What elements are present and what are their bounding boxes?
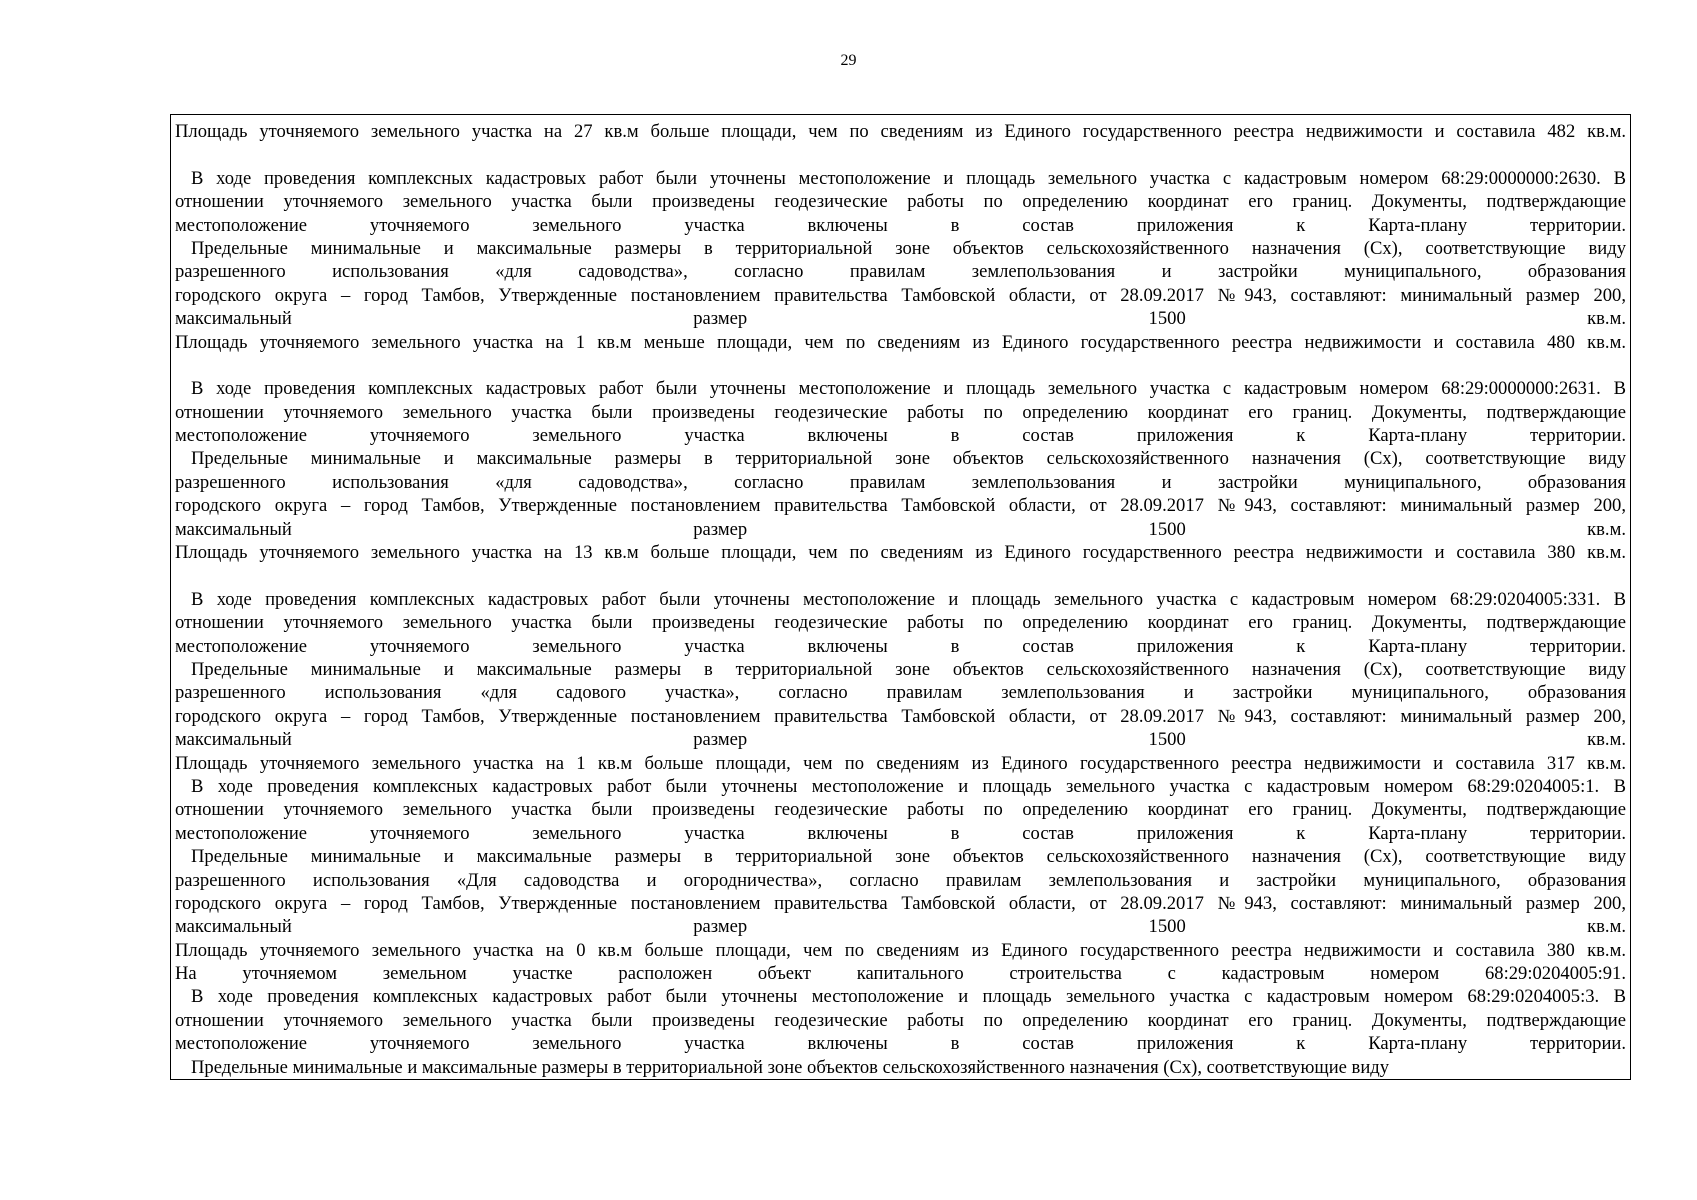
text-line: В ходе проведения комплексных кадастровых работ были уточнены местоположение и площадь земельного участка с кадастровым номером 68:29:0000000:2630. В [191, 167, 1626, 189]
text-line: разрешенного использования «для садоводства», согласно правилам землепользования и застройки муниципального, образования [175, 471, 1626, 493]
text-line: В ходе проведения комплексных кадастровых работ были уточнены местоположение и площадь земельного участка с кадастровым номером 68:29:0204005:3. В [191, 986, 1626, 1008]
text-line: Предельные минимальные и максимальные размеры в территориальной зоне объектов сельскохозяйственного назначения (Сх), соответствующие виду [191, 1056, 1390, 1078]
text-line: максимальный размер 1500 кв.м. [175, 308, 1626, 330]
text-line: Предельные минимальные и максимальные размеры в территориальной зоне объектов сельскохозяйственного назначения (Сх), соответствующие виду [191, 237, 1626, 259]
text-line: разрешенного использования «Для садоводства и огородничества», согласно правилам землепользования и застройки муниципального, образования [175, 869, 1626, 891]
text-line: городского округа – город Тамбов, Утвержденные постановлением правительства Тамбовской области, от 28.09.2017 №943, составляют: минимальный размер 200, [175, 284, 1626, 306]
blank-line [175, 564, 1626, 587]
text-line: разрешенного использования «для садоводства», согласно правилам землепользования и застройки муниципального, образования [175, 261, 1626, 283]
text-frame [170, 114, 1631, 1080]
text-line: В ходе проведения комплексных кадастровых работ были уточнены местоположение и площадь земельного участка с кадастровым номером 68:29:0204005:331. В [191, 588, 1626, 610]
text-line: местоположение уточняемого земельного участка включены в состав приложения к Карта-плану территории. [175, 822, 1626, 844]
text-line: местоположение уточняемого земельного участка включены в состав приложения к Карта-плану территории. [175, 214, 1626, 236]
text-line: местоположение уточняемого земельного участка включены в состав приложения к Карта-плану территории. [175, 1033, 1626, 1055]
text-line: Предельные минимальные и максимальные размеры в территориальной зоне объектов сельскохозяйственного назначения (Сх), соответствующие виду [191, 658, 1626, 680]
text-line: В ходе проведения комплексных кадастровых работ были уточнены местоположение и площадь земельного участка с кадастровым номером 68:29:0000000:2631. В [191, 378, 1626, 400]
text-line: отношении уточняемого земельного участка были произведены геодезические работы по определению координат его границ. Документы, подтверждающие [175, 401, 1626, 423]
text-line: Площадь уточняемого земельного участка на 0 кв.м больше площади, чем по сведениям из Единого государственного реестра недвижимости и составила 380 кв.м. [175, 939, 1626, 961]
text-line: Площадь уточняемого земельного участка на 27 кв.м больше площади, чем по сведениям из Единого государственного реестра недвижимости и составила 482 кв.м. [175, 121, 1626, 142]
text-line: максимальный размер 1500 кв.м. [175, 729, 1626, 751]
blank-line [175, 143, 1626, 166]
page-number: 29 [840, 52, 857, 69]
text-line: отношении уточняемого земельного участка были произведены геодезические работы по определению координат его границ. Документы, подтверждающие [175, 799, 1626, 821]
text-line: местоположение уточняемого земельного участка включены в состав приложения к Карта-плану территории. [175, 425, 1626, 447]
text-line: местоположение уточняемого земельного участка включены в состав приложения к Карта-плану территории. [175, 635, 1626, 657]
text-line: На уточняемом земельном участке расположен объект капитального строительства с кадастровым номером 68:29:0204005:91. [175, 963, 1626, 985]
text-line: максимальный размер 1500 кв.м. [175, 518, 1626, 540]
text-line: Площадь уточняемого земельного участка на 1 кв.м больше площади, чем по сведениям из Единого государственного реестра недвижимости и составила 317 кв.м. [175, 752, 1626, 774]
text-line: городского округа – город Тамбов, Утвержденные постановлением правительства Тамбовской области, от 28.09.2017 №943, составляют: минимальный размер 200, [175, 892, 1626, 914]
text-line: городского округа – город Тамбов, Утвержденные постановлением правительства Тамбовской области, от 28.09.2017 №943, составляют: минимальный размер 200, [175, 495, 1626, 517]
text-line: отношении уточняемого земельного участка были произведены геодезические работы по определению координат его границ. Документы, подтверждающие [175, 191, 1626, 213]
text-line: отношении уточняемого земельного участка были произведены геодезические работы по определению координат его границ. Документы, подтверждающие [175, 612, 1626, 634]
text-line: Площадь уточняемого земельного участка на 13 кв.м больше площади, чем по сведениям из Единого государственного реестра недвижимости и составила 380 кв.м. [175, 542, 1626, 564]
text-line: разрешенного использования «для садового участка», согласно правилам землепользования и застройки муниципального, образования [175, 682, 1626, 704]
text-line: максимальный размер 1500 кв.м. [175, 916, 1626, 938]
text-line: Площадь уточняемого земельного участка на 1 кв.м меньше площади, чем по сведениям из Единого государственного реестра недвижимости и составила 480 кв.м. [175, 331, 1626, 353]
text-line: В ходе проведения комплексных кадастровых работ были уточнены местоположение и площадь земельного участка с кадастровым номером 68:29:0204005:1. В [191, 775, 1626, 797]
blank-line [175, 354, 1626, 377]
text-line: городского округа – город Тамбов, Утвержденные постановлением правительства Тамбовской области, от 28.09.2017 №943, составляют: минимальный размер 200, [175, 705, 1626, 727]
document-body [175, 120, 1626, 1079]
text-line: Предельные минимальные и максимальные размеры в территориальной зоне объектов сельскохозяйственного назначения (Сх), соответствующие виду [191, 846, 1626, 868]
text-line: отношении уточняемого земельного участка были произведены геодезические работы по определению координат его границ. Документы, подтверждающие [175, 1009, 1626, 1031]
text-line: Предельные минимальные и максимальные размеры в территориальной зоне объектов сельскохозяйственного назначения (Сх), соответствующие виду [191, 448, 1626, 470]
